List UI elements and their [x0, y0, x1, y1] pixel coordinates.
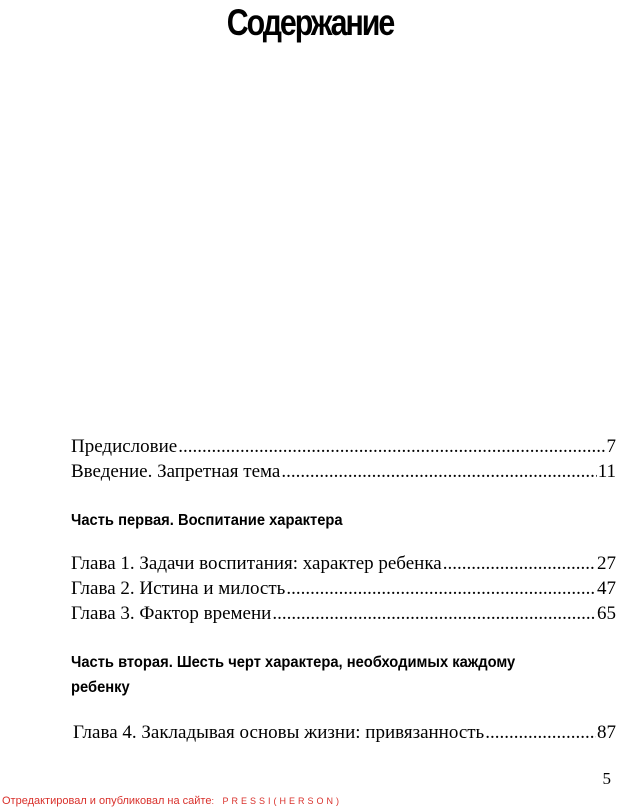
page-title: Содержание	[226, 2, 394, 43]
dot-leader	[281, 459, 596, 484]
toc-entry[interactable]	[73, 720, 616, 745]
toc-part-two	[73, 720, 616, 745]
toc-entry[interactable]	[71, 551, 616, 576]
footer-credit	[2, 795, 342, 807]
toc-entry[interactable]	[71, 576, 616, 601]
toc-entry-page: 87	[597, 722, 616, 743]
toc-entry-label: Введение. Запретная тема	[71, 461, 281, 482]
toc-entry-label: Глава 2. Истина и милость	[71, 578, 286, 599]
dot-leader	[443, 551, 596, 576]
toc-entry-page: 47	[597, 578, 616, 599]
dot-leader	[178, 434, 605, 459]
dot-leader	[485, 720, 596, 745]
toc-entry[interactable]	[71, 434, 616, 459]
part-two-heading-line2: ребенку	[71, 679, 130, 696]
toc-front-matter	[71, 434, 616, 484]
part-two-heading-wrap	[71, 650, 616, 700]
toc-entry-page: 65	[597, 603, 616, 624]
toc-entry-page: 7	[606, 436, 616, 457]
toc-entry-page: 27	[597, 553, 616, 574]
toc-entry-page: 11	[597, 461, 616, 482]
page-number: 5	[602, 769, 611, 788]
toc-entry[interactable]	[71, 459, 616, 484]
dot-leader	[272, 601, 596, 626]
toc-entry-label: Предисловие	[71, 436, 178, 457]
toc-part-one	[71, 551, 616, 626]
toc-entry-label: Глава 4. Закладывая основы жизни: привязанность	[73, 722, 485, 743]
footer-text: Отредактировал и опубликовал на сайте	[2, 795, 212, 807]
toc-entry[interactable]	[71, 601, 616, 626]
part-two-heading-line1: Часть вторая. Шесть черт характера, необходимых каждому	[71, 654, 516, 671]
toc-entry-label: Глава 1. Задачи воспитания: характер ребенка	[71, 553, 442, 574]
dot-leader	[286, 576, 596, 601]
toc-entry-label: Глава 3. Фактор времени	[71, 603, 272, 624]
footer-site[interactable]: : PRESSI(HERSON)	[211, 796, 342, 806]
part-one-heading: Часть первая. Воспитание характера	[71, 512, 343, 529]
part-one-heading-wrap	[71, 508, 616, 533]
